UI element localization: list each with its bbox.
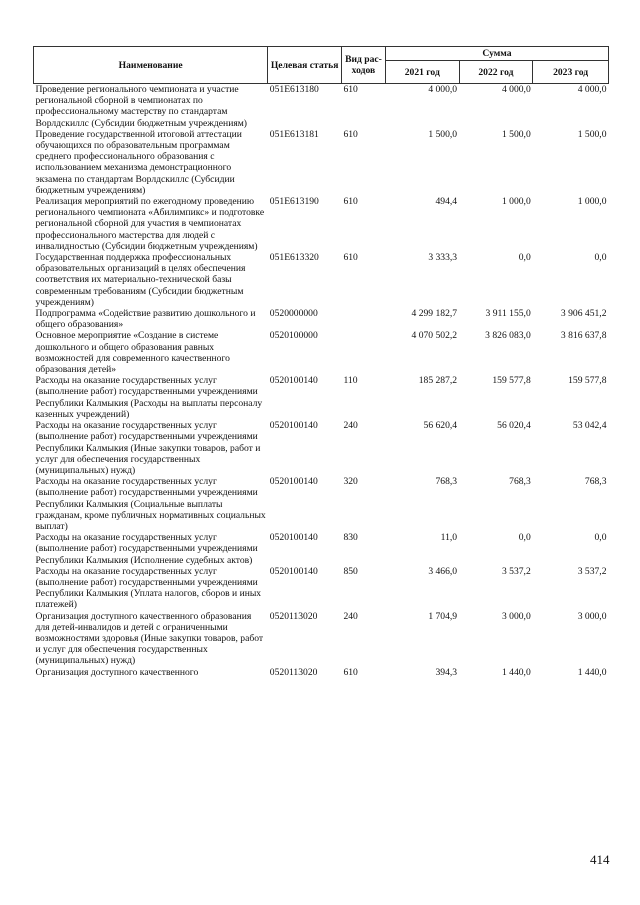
row-2021: 394,3 (435, 666, 458, 678)
row-2022: 1 440,0 (501, 666, 531, 678)
header-name: Наименование (34, 47, 268, 84)
row-2021: 4 299 182,7 (411, 308, 458, 320)
row-2022: 3 911 155,0 (485, 308, 531, 320)
row-code: 0520100140 (269, 565, 318, 577)
row-vid: 240 (343, 420, 358, 432)
row-code: 0520100140 (269, 420, 318, 432)
row-code: 0520113020 (269, 666, 318, 678)
row-2023: 0,0 (594, 252, 607, 264)
row-name: Расходы на оказание государственных услуг (выполнение работ) государственными учреждениями Республики Калмыкия (Социальные выплаты гражданам, кроме публичных нормативных социальных выплат) (35, 476, 266, 532)
row-vid: 610 (343, 84, 358, 95)
row-code: 0520113020 (269, 610, 318, 622)
header-2023: 2023 год (533, 61, 609, 84)
row-code: 0520100000 (269, 330, 318, 342)
row-name: Организация доступного качественного образования для детей-инвалидов и детей с ограниченными возможностями здоровья (Иные закупки товаров, работ и услуг для обеспечения государственных (муниципальных) нужд) (35, 610, 264, 667)
row-code: 0520100140 (269, 476, 318, 488)
row-name: Расходы на оказание государственных услуг (выполнение работ) государственными учреждениями Республики Калмыкия (Исполнение судебных актов) (35, 532, 258, 566)
row-2023: 159 577,8 (568, 375, 607, 387)
table-row (34, 129, 609, 196)
row-2021: 1 704,9 (428, 610, 458, 622)
row-2023: 3 000,0 (577, 610, 607, 622)
row-2022: 1 000,0 (501, 196, 531, 208)
row-2022: 159 577,8 (492, 375, 531, 387)
table-header (34, 47, 609, 84)
row-2022: 0,0 (518, 532, 531, 544)
table-row (34, 308, 609, 330)
row-2021: 56 620,4 (423, 420, 458, 432)
row-name: Расходы на оказание государственных услуг (выполнение работ) государственными учреждениями Республики Калмыкия (Расходы на выплаты персоналу казенных учреждений) (35, 375, 263, 420)
table-row (34, 476, 609, 532)
row-name: Реализация мероприятий по ежегодному проведению регионального чемпионата «Абилимпикс» и подготовке региональной сборной для участия в чемпионатах профессионального мастерства для людей с инвалидностью (Субсидии бюджетным учреждениям) (35, 196, 265, 252)
row-code: 051E613190 (269, 196, 319, 208)
row-code: 0520100140 (269, 532, 318, 544)
row-2021: 185 287,2 (418, 375, 458, 387)
table-row (34, 196, 609, 252)
row-vid: 610 (343, 252, 358, 264)
table-row (34, 566, 609, 611)
row-name: Основное мероприятие «Создание в системе дошкольного и общего образования равных возможностей для современного качественного образования детей» (35, 330, 230, 376)
row-vid: 610 (343, 196, 358, 208)
table-row (34, 375, 609, 420)
row-vid: 830 (343, 532, 358, 544)
row-code: 051E613180 (269, 84, 319, 95)
row-name: Проведение регионального чемпионата и участие региональной сборной в чемпионатах по профессиональному мастерству по стандартам Ворлдскиллс (Субсидии бюджетным учреждениям) (35, 84, 248, 129)
row-2021: 3 466,0 (428, 565, 458, 577)
row-2021: 3 333,3 (428, 252, 458, 264)
row-name: Расходы на оказание государственных услуг (выполнение работ) государственными учреждениями Республики Калмыкия (Уплата налогов, сборов и иных платежей) (35, 565, 262, 611)
row-vid (341, 330, 385, 375)
row-2023: 1 000,0 (577, 196, 607, 208)
row-code: 0520100140 (269, 375, 318, 387)
row-vid: 320 (343, 476, 358, 488)
page-number: 414 (590, 852, 610, 867)
row-2021: 11,0 (440, 532, 458, 544)
row-2022: 56 020,4 (497, 420, 531, 432)
budget-table (33, 46, 609, 678)
row-code: 051E613320 (269, 252, 319, 264)
row-2023: 1 500,0 (577, 128, 607, 140)
row-code: 0520000000 (269, 308, 318, 320)
row-name: Расходы на оказание государственных услуг (выполнение работ) государственными учреждениями Республики Калмыкия (Иные закупки товаров, работ и услуг для обеспечения государственных (муниципальных) нужд) (35, 420, 261, 476)
table-row (34, 611, 609, 667)
header-2021: 2021 год (385, 61, 459, 84)
row-vid: 850 (343, 565, 358, 577)
row-2021: 4 070 502,2 (411, 330, 458, 342)
row-2022: 1 500,0 (501, 128, 531, 140)
row-2021: 1 500,0 (428, 128, 458, 140)
table-row (34, 252, 609, 308)
header-vid: Вид рас-ходов (341, 47, 385, 84)
table-row (34, 420, 609, 476)
row-2021: 494,4 (435, 196, 458, 208)
row-2023: 3 537,2 (577, 565, 607, 577)
row-vid: 240 (343, 610, 358, 622)
row-2022: 3 000,0 (501, 610, 531, 622)
row-vid: 610 (343, 128, 358, 140)
row-2023: 768,3 (584, 476, 607, 488)
row-2023: 4 000,0 (577, 84, 607, 95)
row-2023: 3 816 637,8 (560, 330, 607, 342)
row-2021: 4 000,0 (428, 84, 458, 95)
row-2022: 4 000,0 (501, 84, 531, 95)
row-vid: 110 (343, 375, 358, 387)
row-name: Организация доступного качественного (35, 666, 199, 678)
row-2021: 768,3 (435, 476, 458, 488)
row-vid (341, 308, 385, 330)
row-code: 051E613181 (269, 128, 319, 140)
header-code: Целевая статья (268, 47, 342, 84)
table-row (34, 84, 609, 129)
table-body (34, 84, 609, 678)
header-2022: 2022 год (459, 61, 533, 84)
row-2022: 0,0 (518, 252, 531, 264)
table-row (34, 330, 609, 375)
row-vid: 610 (343, 666, 358, 678)
row-name: Подпрограмма «Содействие развитию дошкольного и общего образования» (35, 308, 256, 331)
row-2022: 3 826 083,0 (485, 330, 531, 342)
row-2022: 3 537,2 (501, 565, 531, 577)
row-2023: 0,0 (594, 532, 607, 544)
row-name: Государственная поддержка профессиональных образовательных организаций в целях обеспечения соответствия их материально-технической базы современным требованиям (Субсидии бюджетным учреждениям) (35, 252, 246, 308)
row-2023: 3 906 451,2 (560, 308, 607, 320)
row-2023: 1 440,0 (577, 666, 607, 678)
header-sum: Сумма (385, 47, 608, 61)
row-2023: 53 042,4 (572, 420, 607, 432)
table-row (34, 667, 609, 678)
row-2022: 768,3 (509, 476, 531, 488)
table-row (34, 532, 609, 566)
row-name: Проведение государственной итоговой аттестации обучающихся по образовательным программам среднего профессионального образования с использованием механизма демонстрационного экзамена по стандартам Ворлдскиллс (Субсидии бюджетным учреждениям) (35, 128, 242, 196)
